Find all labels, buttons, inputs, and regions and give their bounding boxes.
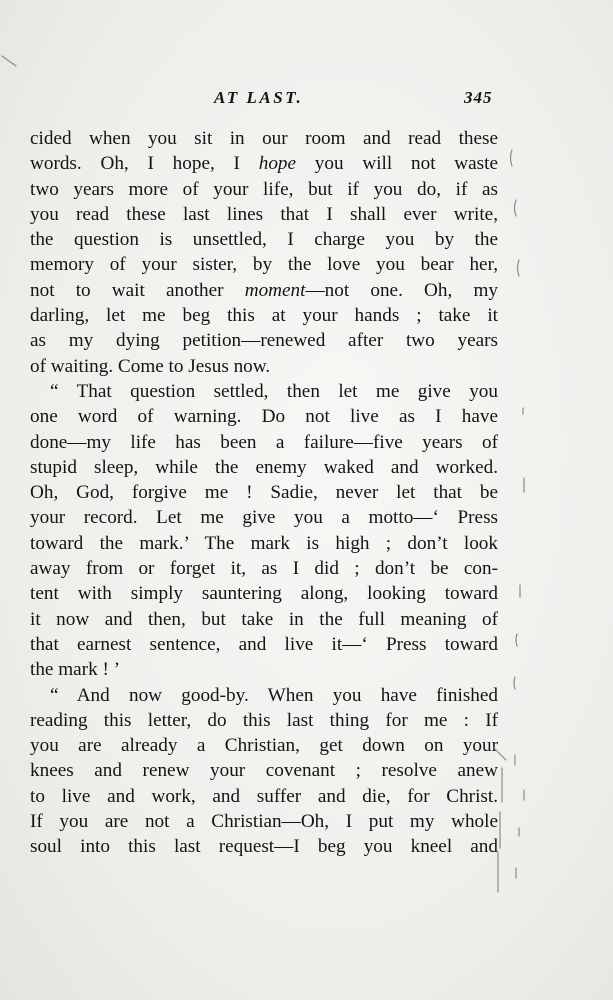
- text-segment: you read these last lines that I shall ever write,: [30, 203, 498, 225]
- text-segment: soul into this last request—I beg you kneel and: [30, 836, 498, 858]
- text-segment: “ That question settled, then let me give you: [50, 380, 498, 402]
- italic-emphasis: hope: [258, 153, 297, 175]
- text-segment: that earnest sentence, and live it—‘ Press toward: [30, 633, 498, 655]
- text-segment: “ And now good-by. When you have finished: [50, 684, 498, 706]
- text-segment: If you are not a Christian—Oh, I put my whole: [30, 811, 498, 833]
- running-head: AT LAST.: [214, 88, 304, 107]
- text-segment: —not one. Oh, my: [305, 279, 498, 301]
- margin-mark: [494, 748, 506, 760]
- text-segment: to live and work, and suffer and die, for Christ.: [30, 785, 498, 807]
- text-segment: toward the mark.’ The mark is high ; don’t look: [30, 532, 498, 554]
- text-segment: tent with simply sauntering along, looking toward: [30, 583, 498, 605]
- text-segment: Oh, God, forgive me ! Sadie, never let that be: [30, 482, 498, 504]
- text-segment: two years more of your life, but if you do, if as: [30, 178, 498, 200]
- text-segment: the mark ! ’: [30, 659, 121, 681]
- text-segment: your record. Let me give you a motto—‘ Press: [30, 507, 498, 529]
- text-segment: it now and then, but take in the full meaning of: [30, 608, 498, 630]
- margin-mark: [515, 200, 517, 216]
- corner-smudge-mark: [2, 56, 16, 66]
- italic-emphasis: moment: [244, 279, 306, 301]
- text-segment: away from or forget it, as I did ; don’t be con-: [30, 558, 498, 580]
- text-segment: as my dying petition—renewed after two years: [30, 330, 498, 352]
- text-segment: memory of your sister, by the love you bear her,: [30, 254, 498, 276]
- text-segment: cided when you sit in our room and read these: [30, 128, 498, 149]
- text-segment: darling, let me beg this at your hands ; take it: [30, 305, 498, 327]
- text-segment: of waiting. Come to Jesus now.: [30, 355, 271, 377]
- text-segment: reading this letter, do this last thing for me : If: [30, 709, 498, 731]
- text-segment: you will not waste: [296, 153, 498, 175]
- margin-mark: [511, 150, 513, 166]
- text-segment: done—my life has been a failure—five years of: [30, 431, 498, 453]
- text-segment: the question is unsettled, I charge you by the: [30, 229, 498, 251]
- text-segment: stupid sleep, while the enemy waked and worked.: [30, 456, 498, 478]
- text-segment: words. Oh, I hope, I: [30, 153, 259, 175]
- page-number: 345: [464, 88, 493, 107]
- text-segment: one word of warning. Do not live as I have: [30, 406, 498, 428]
- margin-mark: [518, 260, 520, 276]
- margin-mark: [516, 634, 517, 646]
- margin-mark: [514, 677, 515, 689]
- text-segment: not to wait another: [30, 279, 245, 301]
- text-segment: you are already a Christian, get down on your: [30, 735, 498, 757]
- text-segment: knees and renew your covenant ; resolve anew: [30, 760, 498, 782]
